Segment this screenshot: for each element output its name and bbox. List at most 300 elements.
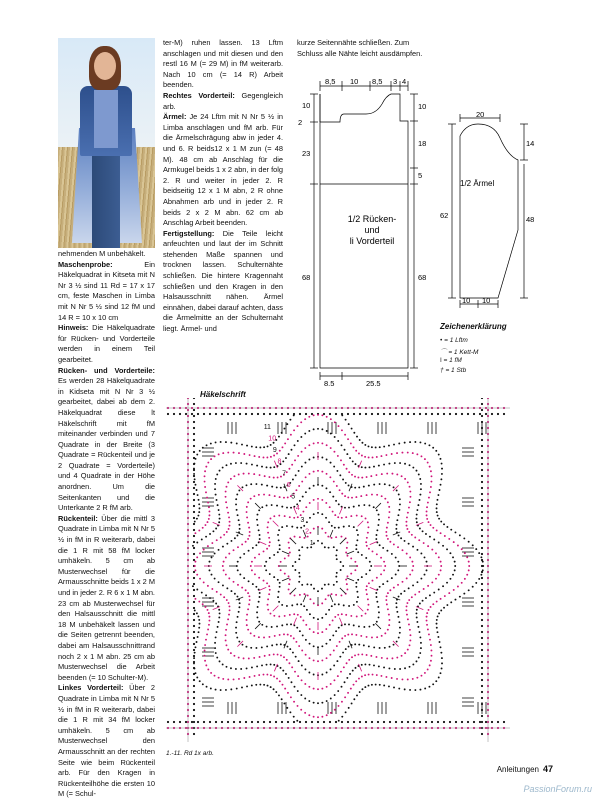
chain-stitch <box>426 506 428 508</box>
stitch-mark <box>290 538 296 544</box>
chain-stitch <box>383 413 385 415</box>
chain-stitch <box>250 632 252 634</box>
chain-stitch <box>228 553 230 555</box>
chain-stitch <box>335 721 337 723</box>
chain-stitch <box>405 521 407 523</box>
chain-stitch <box>196 518 198 520</box>
chain-stitch <box>220 689 222 691</box>
chain-stitch <box>436 511 438 513</box>
chain-stitch <box>379 586 381 588</box>
chain-stitch <box>270 686 272 688</box>
chain-stitch <box>326 473 328 475</box>
chain-stitch <box>236 637 238 639</box>
chain-stitch <box>300 603 302 605</box>
chain-stitch <box>205 466 207 468</box>
chain-stitch <box>481 529 483 531</box>
chain-stitch <box>380 557 382 559</box>
chain-stitch <box>370 655 372 657</box>
chain-stitch <box>455 721 457 723</box>
chain-stitch <box>412 565 414 567</box>
chain-stitch <box>251 464 253 466</box>
dim-label: 8,5 <box>372 77 383 86</box>
chain-stitch <box>347 496 349 498</box>
chain-stitch <box>193 631 195 633</box>
chain-stitch <box>263 413 265 415</box>
chain-stitch <box>218 521 220 523</box>
chain-stitch <box>389 721 391 723</box>
chain-stitch <box>450 529 452 531</box>
chain-stitch <box>193 517 195 519</box>
chain-stitch <box>225 441 227 443</box>
chain-stitch <box>497 721 499 723</box>
chain-stitch <box>305 721 307 723</box>
chain-stitch <box>481 505 483 507</box>
chain-stitch <box>353 624 355 626</box>
chain-stitch <box>485 413 487 415</box>
chain-stitch <box>299 721 301 723</box>
chain-stitch <box>225 491 227 493</box>
chain-stitch <box>193 487 195 489</box>
chain-stitch <box>248 603 250 605</box>
chain-stitch <box>237 546 239 548</box>
chain-stitch <box>426 612 428 614</box>
chain-stitch <box>355 463 357 465</box>
chain-stitch <box>296 603 298 605</box>
chain-stitch <box>198 601 200 603</box>
chain-stitch <box>444 595 446 597</box>
dim-label: 14 <box>526 139 535 148</box>
body-label: und <box>364 225 380 235</box>
chain-stitch <box>233 475 235 477</box>
chain-stitch <box>288 555 290 557</box>
chain-stitch <box>242 644 244 646</box>
dim-label: 23 <box>302 149 311 158</box>
chain-stitch <box>246 511 248 513</box>
chain-stitch <box>440 672 442 674</box>
chain-stitch <box>321 602 323 604</box>
chain-stitch <box>291 464 293 466</box>
chain-stitch <box>411 534 413 536</box>
chain-stitch <box>193 445 195 447</box>
stitch-mark <box>259 587 266 590</box>
chain-stitch <box>382 583 384 585</box>
chain-stitch <box>351 703 353 705</box>
chain-stitch <box>329 639 331 641</box>
chain-stitch <box>348 624 350 626</box>
legend-item-lftm: • = 1 Lftm <box>440 337 468 344</box>
chain-stitch <box>321 471 323 473</box>
chain-stitch <box>242 486 244 488</box>
chain-stitch <box>273 688 275 690</box>
dim-label: 8,5 <box>324 379 335 386</box>
chain-stitch <box>395 602 397 604</box>
chain-stitch <box>204 660 206 662</box>
dim-label: 10 <box>462 296 471 305</box>
chain-stitch <box>254 557 256 559</box>
chain-stitch <box>255 544 257 546</box>
chain-stitch <box>313 602 315 604</box>
chain-stitch <box>216 591 218 593</box>
chain-stitch <box>261 484 263 486</box>
chain-stitch <box>313 499 315 501</box>
chain-stitch <box>179 721 181 723</box>
chain-stitch <box>300 436 302 438</box>
chain-stitch <box>432 447 434 449</box>
chain-stitch <box>370 475 372 477</box>
chain-stitch <box>346 589 348 591</box>
chain-stitch <box>258 494 260 496</box>
chain-stitch <box>416 617 418 619</box>
chain-stitch <box>291 449 293 451</box>
chain-stitch <box>278 539 280 541</box>
chain-stitch <box>355 634 357 636</box>
chain-stitch <box>341 701 343 703</box>
chain-stitch <box>207 521 209 523</box>
stitch-mark <box>330 595 333 602</box>
chain-stitch <box>419 631 421 633</box>
chain-stitch <box>210 443 212 445</box>
chain-stitch <box>437 494 439 496</box>
chain-stitch <box>236 621 238 623</box>
chain-stitch <box>426 518 428 520</box>
chain-stitch <box>313 442 315 444</box>
chain-stitch <box>193 649 195 651</box>
chain-stitch <box>425 597 427 599</box>
chain-stitch <box>364 444 366 446</box>
chain-stitch <box>167 721 169 723</box>
dim-label: 4 <box>402 77 407 86</box>
chain-stitch <box>238 606 240 608</box>
chain-stitch <box>227 481 229 483</box>
chain-stitch <box>278 529 280 531</box>
chain-stitch <box>198 503 200 505</box>
chain-stitch <box>475 582 477 584</box>
chain-stitch <box>218 677 220 679</box>
chain-stitch <box>278 436 280 438</box>
dim-label: 8,5 <box>325 77 336 86</box>
chain-stitch <box>376 474 378 476</box>
chain-stitch <box>205 639 207 641</box>
chain-stitch <box>361 688 363 690</box>
chain-stitch <box>193 451 195 453</box>
chain-stitch <box>288 542 290 544</box>
chain-stitch <box>280 487 282 489</box>
chain-stitch <box>468 541 470 543</box>
chain-stitch <box>397 546 399 548</box>
chain-stitch <box>329 654 331 656</box>
chain-stitch <box>317 618 319 620</box>
chain-stitch <box>283 497 285 499</box>
chain-stitch <box>257 524 259 526</box>
chain-stitch <box>286 507 288 509</box>
chain-stitch <box>264 475 266 477</box>
chain-stitch <box>313 645 315 647</box>
chain-stitch <box>427 585 429 587</box>
chain-stitch <box>393 587 395 589</box>
chain-stitch <box>268 494 270 496</box>
chain-stitch <box>293 517 295 519</box>
chain-stitch <box>326 714 328 716</box>
chain-stitch <box>345 614 347 616</box>
chain-stitch <box>343 666 345 668</box>
chain-stitch <box>437 721 439 723</box>
chain-stitch <box>247 501 249 503</box>
chain-stitch <box>326 430 328 432</box>
chain-stitch <box>395 573 397 575</box>
chain-stitch <box>294 594 296 596</box>
chain-stitch <box>350 442 352 444</box>
chain-stitch <box>411 569 413 571</box>
chain-stitch <box>261 646 263 648</box>
chain-stitch <box>208 616 210 618</box>
chain-stitch <box>376 636 378 638</box>
chain-stitch <box>238 524 240 526</box>
chain-stitch <box>396 490 398 492</box>
chain-stitch <box>267 521 269 523</box>
chain-stitch <box>246 667 248 669</box>
round-number: 9 <box>272 447 277 455</box>
chain-stitch <box>379 647 381 649</box>
chain-stitch <box>278 616 280 618</box>
chain-stitch <box>194 569 196 571</box>
chain-stitch <box>204 606 206 608</box>
chain-stitch <box>371 721 373 723</box>
chain-stitch <box>481 547 483 549</box>
chain-stitch <box>387 522 389 524</box>
chain-stitch <box>409 666 411 668</box>
chain-stitch <box>321 499 323 501</box>
chain-stitch <box>354 643 356 645</box>
chain-stitch <box>429 536 431 538</box>
chain-stitch <box>196 574 198 576</box>
chain-stitch <box>225 639 227 641</box>
chain-stitch <box>341 594 343 596</box>
chain-stitch <box>373 624 375 626</box>
chain-stitch <box>330 683 332 685</box>
chain-stitch <box>321 542 323 544</box>
chain-stitch <box>199 552 201 554</box>
chain-stitch <box>309 487 311 489</box>
paragraph: Rücken- und Vorderteile: Es werden 28 Häkelquadrate in Kidseta mit N Nr 3 ½ gearbeitet, dabei ab dem 2. Häkelquadrat diese lt Häkelschrift mit fM miteinander verbinden und 7 Quadrate in der Breite (3 Quadrate = Rückenteil und je 2 Quadrate = Vorderteile) und 4 Quadrate in der Höhe anordnen. Um die Seitenkanten und die Unterkante 2 R fM arb. <box>58 365 155 513</box>
chain-stitch <box>435 552 437 554</box>
chain-stitch <box>194 609 196 611</box>
chain-stitch <box>219 518 221 520</box>
chain-stitch <box>388 685 390 687</box>
chain-stitch <box>373 664 375 666</box>
chain-stitch <box>198 511 200 513</box>
chain-stitch <box>284 573 286 575</box>
page-footer <box>497 764 553 774</box>
chain-stitch <box>384 632 386 634</box>
chain-stitch <box>438 542 440 544</box>
crochet-chart <box>160 398 520 746</box>
chain-stitch <box>321 645 323 647</box>
chain-stitch <box>326 459 328 461</box>
chain-stitch <box>353 684 355 686</box>
chain-stitch <box>323 413 325 415</box>
chain-stitch <box>287 634 289 636</box>
chain-stitch <box>247 522 249 524</box>
chain-stitch <box>305 413 307 415</box>
chain-stitch <box>300 527 302 529</box>
chain-stitch <box>414 689 416 691</box>
chain-stitch <box>238 611 240 613</box>
chain-stitch <box>279 544 281 546</box>
chain-stitch <box>368 548 370 550</box>
chain-stitch <box>482 565 484 567</box>
chain-stitch <box>288 583 290 585</box>
chain-stitch <box>209 413 211 415</box>
chain-stitch <box>481 415 483 417</box>
chain-stitch <box>208 518 210 520</box>
chain-stitch <box>406 528 408 530</box>
chain-stitch <box>222 584 224 586</box>
chain-stitch <box>195 672 197 674</box>
chain-stitch <box>294 569 296 571</box>
chain-stitch <box>204 481 206 483</box>
chain-stitch <box>197 515 199 517</box>
chain-stitch <box>481 685 483 687</box>
chain-stitch <box>269 589 271 591</box>
stitch-mark <box>375 503 381 509</box>
chain-stitch <box>377 606 379 608</box>
chain-stitch <box>273 664 275 666</box>
chain-stitch <box>414 441 416 443</box>
chain-stitch <box>290 623 292 625</box>
chain-stitch <box>228 602 230 604</box>
chain-stitch <box>219 660 221 662</box>
chain-stitch <box>357 596 359 598</box>
chain-stitch <box>328 547 330 549</box>
chain-stitch <box>324 584 326 586</box>
chain-stitch <box>261 664 263 666</box>
chain-stitch <box>230 652 232 654</box>
chain-stitch <box>386 473 388 475</box>
chain-stitch <box>226 644 228 646</box>
chain-stitch <box>440 565 442 567</box>
chain-stitch <box>304 433 306 435</box>
chain-stitch <box>251 685 253 687</box>
chain-stitch <box>377 524 379 526</box>
chain-stitch <box>229 521 231 523</box>
chain-stitch <box>258 456 260 458</box>
chain-stitch <box>196 612 198 614</box>
chain-stitch <box>424 556 426 558</box>
chain-stitch <box>185 721 187 723</box>
chain-stitch <box>372 457 374 459</box>
chain-stitch <box>398 509 400 511</box>
chain-stitch <box>193 473 195 475</box>
chain-stitch <box>420 483 422 485</box>
chain-stitch <box>197 494 199 496</box>
chain-stitch <box>321 513 323 515</box>
chain-stitch <box>396 678 398 680</box>
chain-stitch <box>263 684 265 686</box>
chain-stitch <box>237 569 239 571</box>
chain-stitch <box>338 425 340 427</box>
dim-label: 10 <box>302 101 311 110</box>
chain-stitch <box>268 654 270 656</box>
chain-stitch <box>353 698 355 700</box>
chain-stitch <box>409 501 411 503</box>
chain-stitch <box>273 455 275 457</box>
chain-stitch <box>277 534 279 536</box>
chain-stitch <box>226 531 228 533</box>
chain-stitch <box>368 604 370 606</box>
chain-stitch <box>355 667 357 669</box>
chain-stitch <box>296 527 298 529</box>
chain-stitch <box>288 575 290 577</box>
chain-stitch <box>457 586 459 588</box>
chain-stitch <box>193 733 195 735</box>
chain-stitch <box>202 603 204 605</box>
chain-stitch <box>430 606 432 608</box>
chain-stitch <box>329 476 331 478</box>
chain-stitch <box>226 599 228 601</box>
chain-stitch <box>461 548 463 550</box>
chain-stitch <box>302 620 304 622</box>
chain-stitch <box>335 594 337 596</box>
chain-stitch <box>412 664 414 666</box>
chain-stitch <box>386 527 388 529</box>
chain-stitch <box>252 547 254 549</box>
chain-stitch <box>259 684 261 686</box>
chain-stitch <box>396 452 398 454</box>
chain-stitch <box>417 549 419 551</box>
chain-stitch <box>409 574 411 576</box>
chain-stitch <box>259 656 261 658</box>
chain-stitch <box>278 591 280 593</box>
chain-stitch <box>270 518 272 520</box>
chain-stitch <box>191 413 193 415</box>
text-column-1 <box>58 249 155 800</box>
chain-stitch <box>225 574 227 576</box>
chain-stitch <box>251 667 253 669</box>
chain-stitch <box>193 439 195 441</box>
chain-stitch <box>245 541 247 543</box>
chain-stitch <box>209 721 211 723</box>
chain-stitch <box>348 707 350 709</box>
chain-stitch <box>426 561 428 563</box>
chain-stitch <box>503 721 505 723</box>
chain-stitch <box>238 490 240 492</box>
chain-stitch <box>409 464 411 466</box>
chain-stitch <box>416 514 418 516</box>
chain-stitch <box>446 582 448 584</box>
chain-stitch <box>273 466 275 468</box>
chain-stitch <box>217 626 219 628</box>
chain-stitch <box>196 489 198 491</box>
chain-stitch <box>283 703 285 705</box>
chain-stitch <box>311 721 313 723</box>
chain-stitch <box>479 721 481 723</box>
chain-stitch <box>277 551 279 553</box>
chain-stitch <box>442 545 444 547</box>
chain-stitch <box>503 413 505 415</box>
chain-stitch <box>363 504 365 506</box>
chain-stitch <box>303 525 305 527</box>
chain-stitch <box>193 468 195 470</box>
chain-stitch <box>243 677 245 679</box>
chain-stitch <box>248 595 250 597</box>
chain-stitch <box>383 561 385 563</box>
chain-stitch <box>481 673 483 675</box>
chain-stitch <box>220 536 222 538</box>
chain-stitch <box>291 681 293 683</box>
chain-stitch <box>409 491 411 493</box>
chain-stitch <box>466 556 468 558</box>
double-crochet-icon: † <box>440 367 444 374</box>
